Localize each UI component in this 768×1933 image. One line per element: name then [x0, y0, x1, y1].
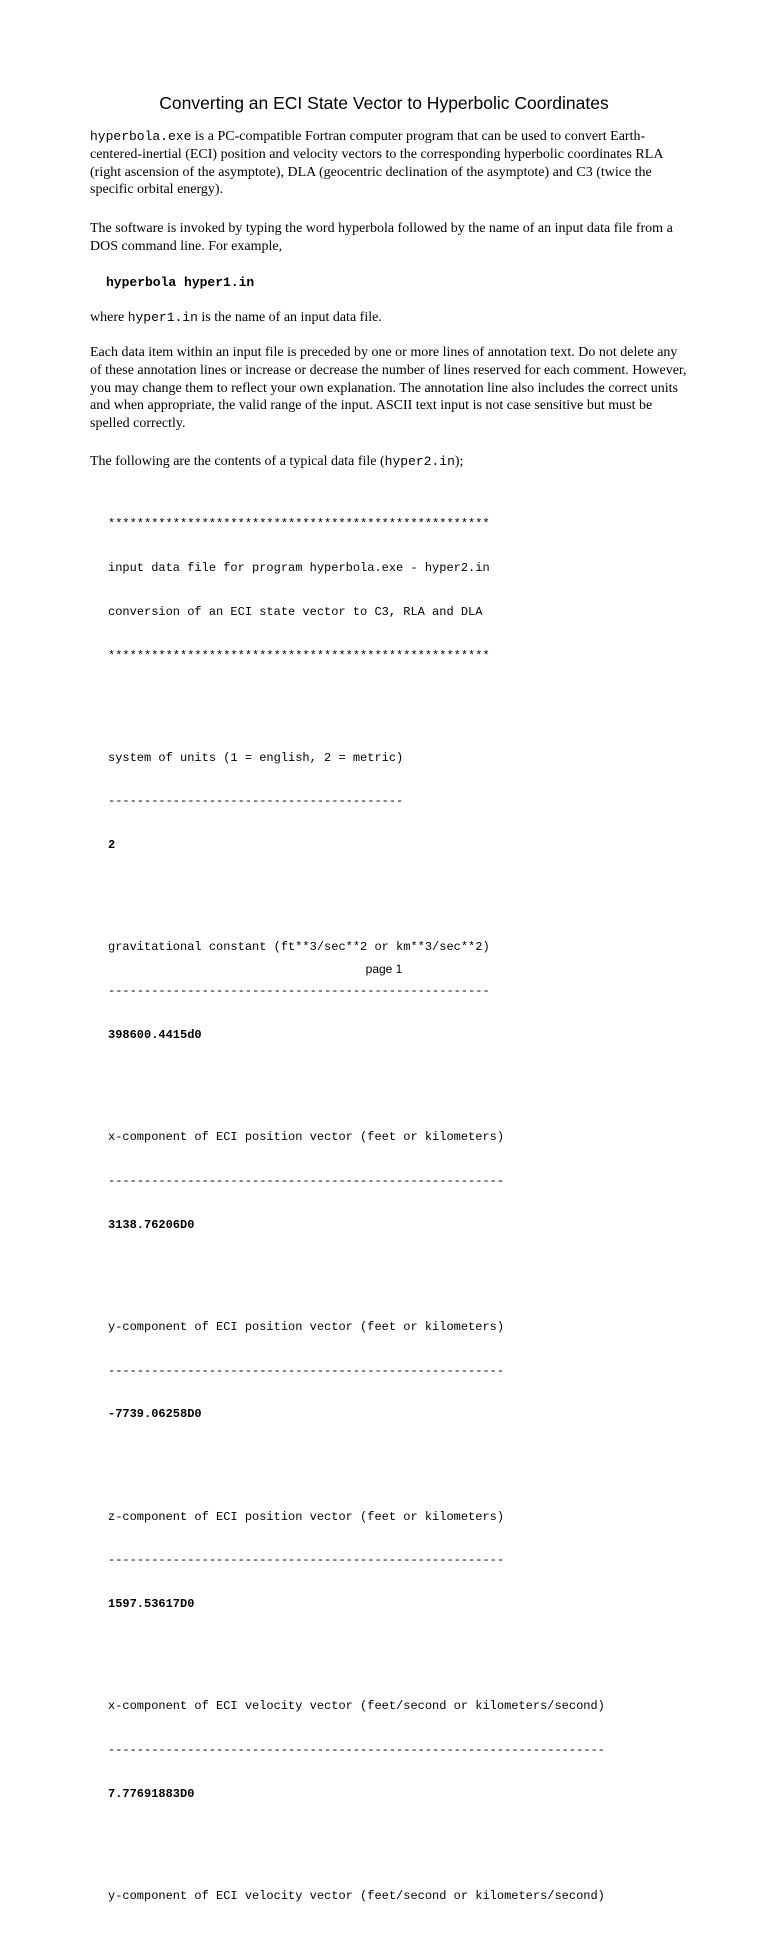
- contents-before: The following are the contents of a typical data file (: [90, 454, 385, 469]
- code-stars-top: *****************************************************: [108, 517, 490, 532]
- contents-intro-paragraph: [90, 453, 690, 471]
- where-file: hyper1.in: [127, 310, 198, 325]
- code-item-value: 1597.53617D0: [108, 1597, 195, 1612]
- code-item-label: x-component of ECI velocity vector (feet/second or kilometers/second): [108, 1699, 605, 1714]
- code-spacer: [108, 692, 605, 707]
- code-item-value: 398600.4415d0: [108, 1027, 202, 1042]
- code-item-dashes: -----------------------------------------: [108, 794, 404, 809]
- code-spacer: [108, 1641, 605, 1656]
- annotation-paragraph: Each data item within an input file is preceded by one or more lines of annotation text. Do not delete any of these annotation lines or increase or decrease the number of lines reserved for each comment. However, you may change them to reflect your own explanation. The annotation line also includes the correct units and when appropriate, the valid range of the input. ASCII text input is not case sensitive but must be spelled correctly.: [90, 345, 687, 432]
- code-spacer: [108, 882, 605, 897]
- document-title: Converting an ECI State Vector to Hyperbolic Coordinates: [159, 93, 609, 113]
- code-item-dashes: -----------------------------------------------------: [108, 984, 490, 999]
- code-item-label: z-component of ECI position vector (feet or kilometers): [108, 1509, 505, 1524]
- intro-text: is a PC-compatible Fortran computer program that can be used to convert Earth-centered-inertial (ECI) position and velocity vectors to the corresponding hyperbolic coordinates RLA (right ascension of the asymptote), DLA (geocentric declination of the asymptote) and C3 (twice the specific orbital energy).: [90, 129, 663, 198]
- code-item-value: 7.77691883D0: [108, 1786, 195, 1801]
- code-item-dashes: -------------------------------------------------------: [108, 1553, 505, 1568]
- code-item-value: 3138.76206D0: [108, 1217, 195, 1232]
- where-paragraph: [90, 309, 690, 327]
- page-number: page 1: [365, 962, 403, 976]
- code-item-dashes: ---------------------------------------------------------------------: [108, 1743, 605, 1758]
- code-item-label: gravitational constant (ft**3/sec**2 or km**3/sec**2): [108, 940, 490, 955]
- code-spacer: [108, 1261, 605, 1276]
- code-item-label: x-component of ECI position vector (feet or kilometers): [108, 1130, 505, 1145]
- code-tail-label: y-component of ECI velocity vector (feet/second or kilometers/second): [108, 1889, 605, 1903]
- code-item-dashes: -------------------------------------------------------: [108, 1173, 505, 1188]
- code-item-label: system of units (1 = english, 2 = metric): [108, 750, 404, 765]
- code-stars-bottom: *****************************************************: [108, 648, 490, 663]
- code-spacer: [108, 1831, 605, 1846]
- program-name: hyperbola.exe: [90, 129, 192, 144]
- code-header-line-1: input data file for program hyperbola.exe - hyper2.in: [108, 560, 490, 575]
- intro-paragraph: [90, 128, 690, 199]
- code-item-dashes: -------------------------------------------------------: [108, 1363, 505, 1378]
- code-spacer: [108, 1072, 605, 1087]
- code-header-line-2: conversion of an ECI state vector to C3, RLA and DLA: [108, 604, 483, 619]
- contents-file: hyper2.in: [384, 454, 455, 469]
- code-item-value: -7739.06258D0: [108, 1407, 202, 1422]
- code-spacer: [108, 1451, 605, 1466]
- command-example: hyperbola hyper1.in: [106, 275, 255, 290]
- data-file-listing: [108, 488, 605, 1933]
- where-after: is the name of an input data file.: [197, 310, 382, 325]
- contents-after: );: [454, 454, 464, 469]
- invocation-paragraph: The software is invoked by typing the word hyperbola followed by the name of an input data file from a DOS command line. For example,: [90, 221, 673, 254]
- where-before: where: [90, 310, 128, 325]
- code-item-value: 2: [108, 838, 116, 853]
- code-item-label: y-component of ECI position vector (feet or kilometers): [108, 1319, 505, 1334]
